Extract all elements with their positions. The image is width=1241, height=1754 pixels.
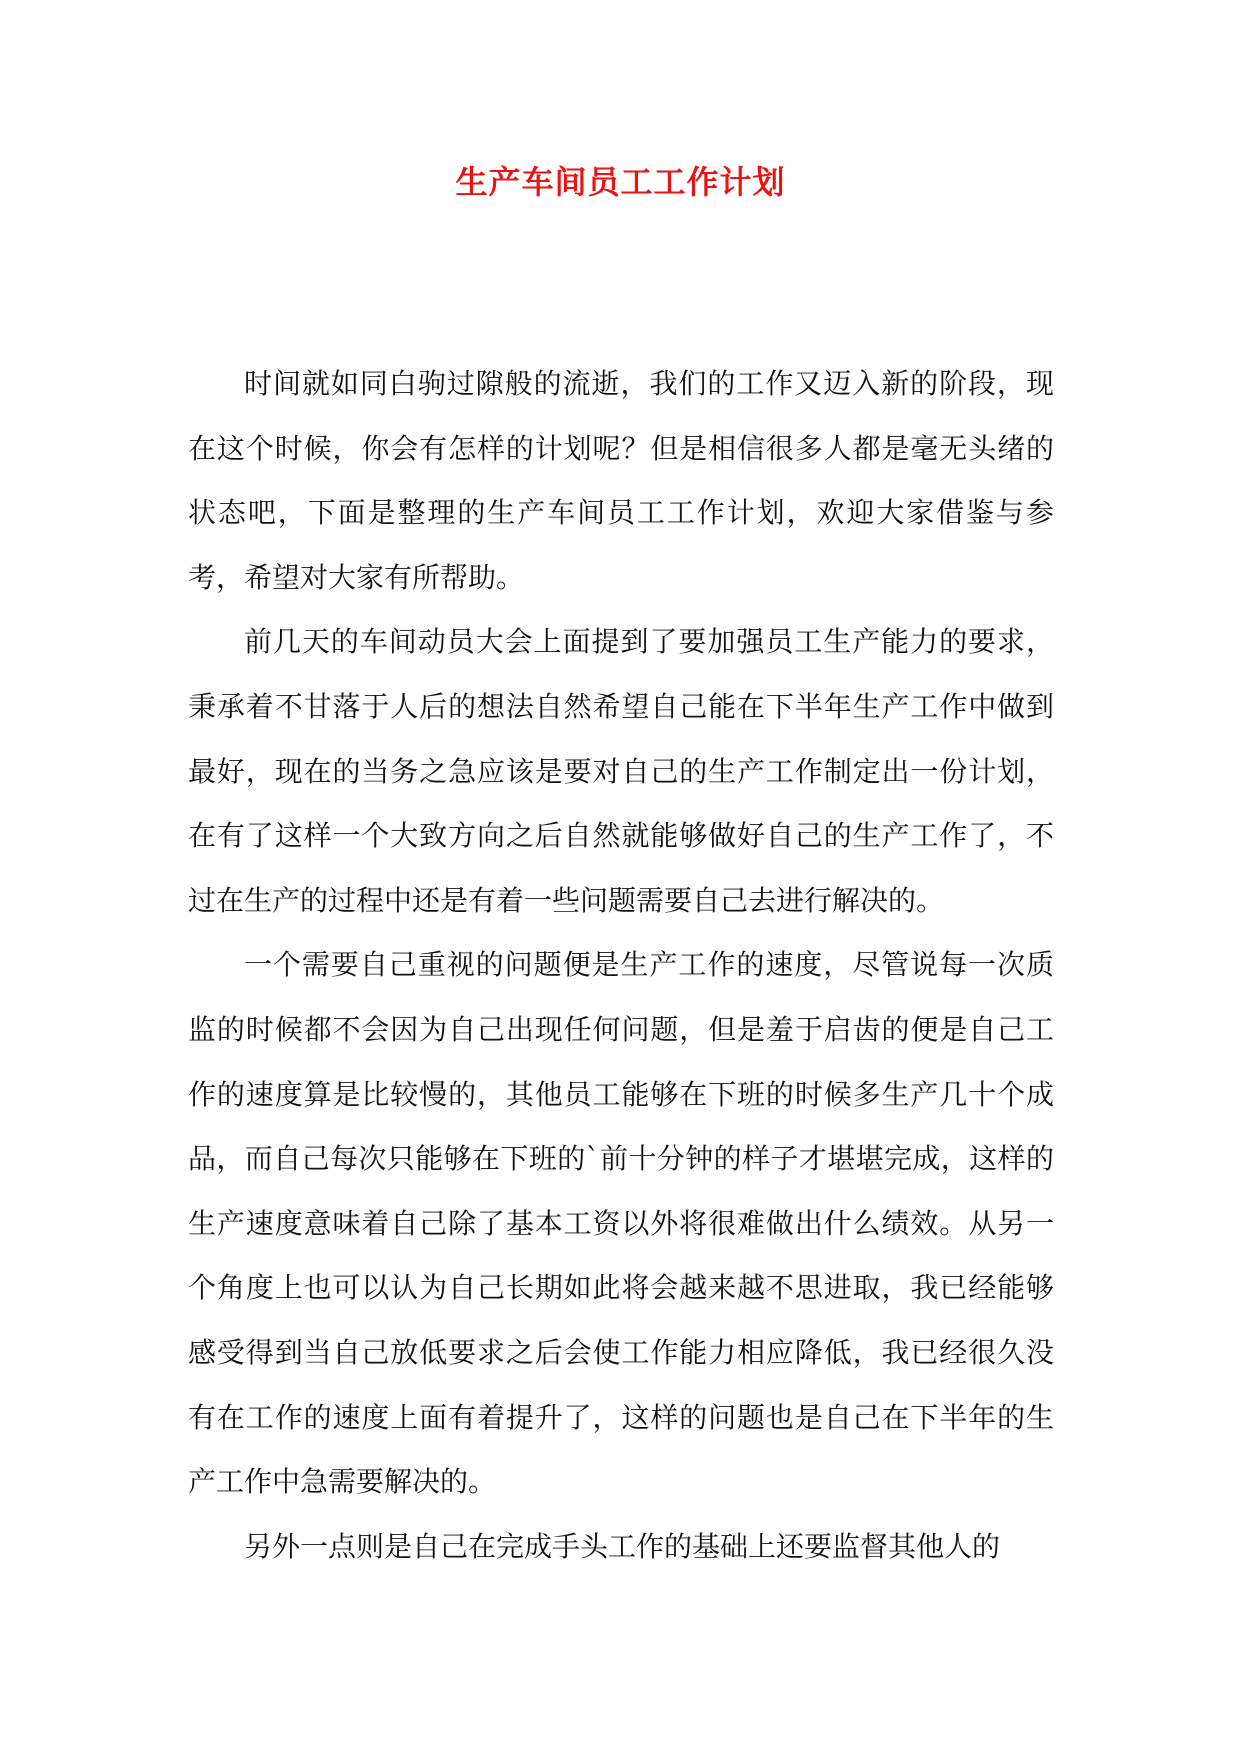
paragraph-intro: 时间就如同白驹过隙般的流逝，我们的工作又迈入新的阶段，现在这个时候，你会有怎样的计划呢？但是相信很多人都是毫无头绪的状态吧，下面是整理的生产车间员工工作计划，欢迎大家借鉴与参考，希望对大家有所帮助。 [188,367,1054,594]
paragraph-plan: 前几天的车间动员大会上面提到了要加强员工生产能力的要求，秉承着不甘落于人后的想法自然希望自己能在下半年生产工作中做到最好，现在的当务之急应该是要对自己的生产工作制定出一份计划，在有了这样一个大致方向之后自然就能够做好自己的生产工作了，不过在生产的过程中还是有着一些问题需要自己去进行解决的。 [188,625,1054,917]
document-body [188,352,1054,1579]
paragraph-speed-issue: 一个需要自己重视的问题便是生产工作的速度，尽管说每一次质监的时候都不会因为自己出现任何问题，但是羞于启齿的便是自己工作的速度算是比较慢的，其他员工能够在下班的时候多生产几十个成品，而自己每次只能够在下班的`前十分钟的样子才堪堪完成，这样的生产速度意味着自己除了基本工资以外将很难做出什么绩效。从另一个角度上也可以认为自己长期如此将会越来越不思进取，我已经能够感受得到当自己放低要求之后会使工作能力相应降低，我已经很久没有在工作的速度上面有着提升了，这样的问题也是自己在下半年的生产工作中急需要解决的。 [188,948,1054,1499]
document-title: 生产车间员工工作计划 [455,163,786,201]
paragraph-supervision: 另外一点则是自己在完成手头工作的基础上还要监督其他人的 [244,1529,1001,1563]
